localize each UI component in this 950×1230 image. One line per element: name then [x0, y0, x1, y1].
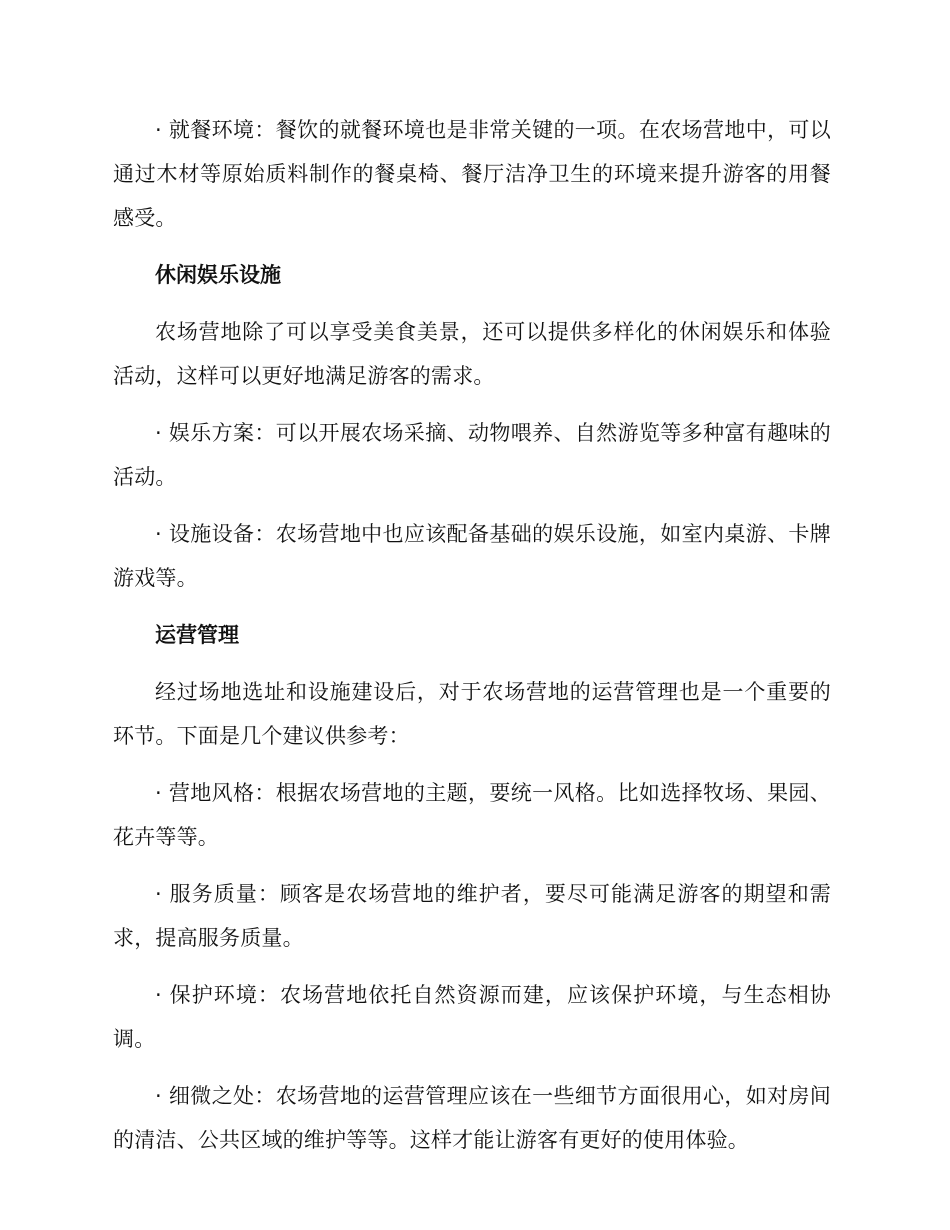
section-heading-operations: 运营管理 — [155, 623, 239, 647]
leisure-intro-paragraph: 农场营地除了可以享受美食美景，还可以提供多样化的休闲娱乐和体验活动，这样可以更好地满足游客的需求。 — [113, 320, 831, 388]
document-body — [113, 108, 831, 1175]
operations-intro-paragraph: 经过场地选址和设施建设后，对于农场营地的运营管理也是一个重要的环节。下面是几个建议供参考： — [113, 680, 831, 748]
bullet-service-quality: · 服务质量：顾客是农场营地的维护者，要尽可能满足游客的期望和需求，提高服务质量。 — [113, 882, 831, 950]
bullet-dining-environment: · 就餐环境：餐饮的就餐环境也是非常关键的一项。在农场营地中，可以通过木材等原始质料制作的餐桌椅、餐厅洁净卫生的环境来提升游客的用餐感受。 — [113, 118, 831, 230]
bullet-environment-protection: · 保护环境：农场营地依托自然资源而建，应该保护环境，与生态相协调。 — [113, 983, 831, 1051]
bullet-entertainment-plan: · 娱乐方案：可以开展农场采摘、动物喂养、自然游览等多种富有趣味的活动。 — [113, 421, 831, 489]
section-heading-leisure-facilities: 休闲娱乐设施 — [155, 263, 281, 287]
bullet-details: · 细微之处：农场营地的运营管理应该在一些细节方面很用心，如对房间的清洁、公共区域的维护等等。这样才能让游客有更好的使用体验。 — [113, 1084, 831, 1152]
bullet-camp-style: · 营地风格：根据农场营地的主题，要统一风格。比如选择牧场、果园、花卉等等。 — [113, 781, 831, 849]
bullet-facility-equipment: · 设施设备：农场营地中也应该配备基础的娱乐设施，如室内桌游、卡牌游戏等。 — [113, 522, 831, 590]
